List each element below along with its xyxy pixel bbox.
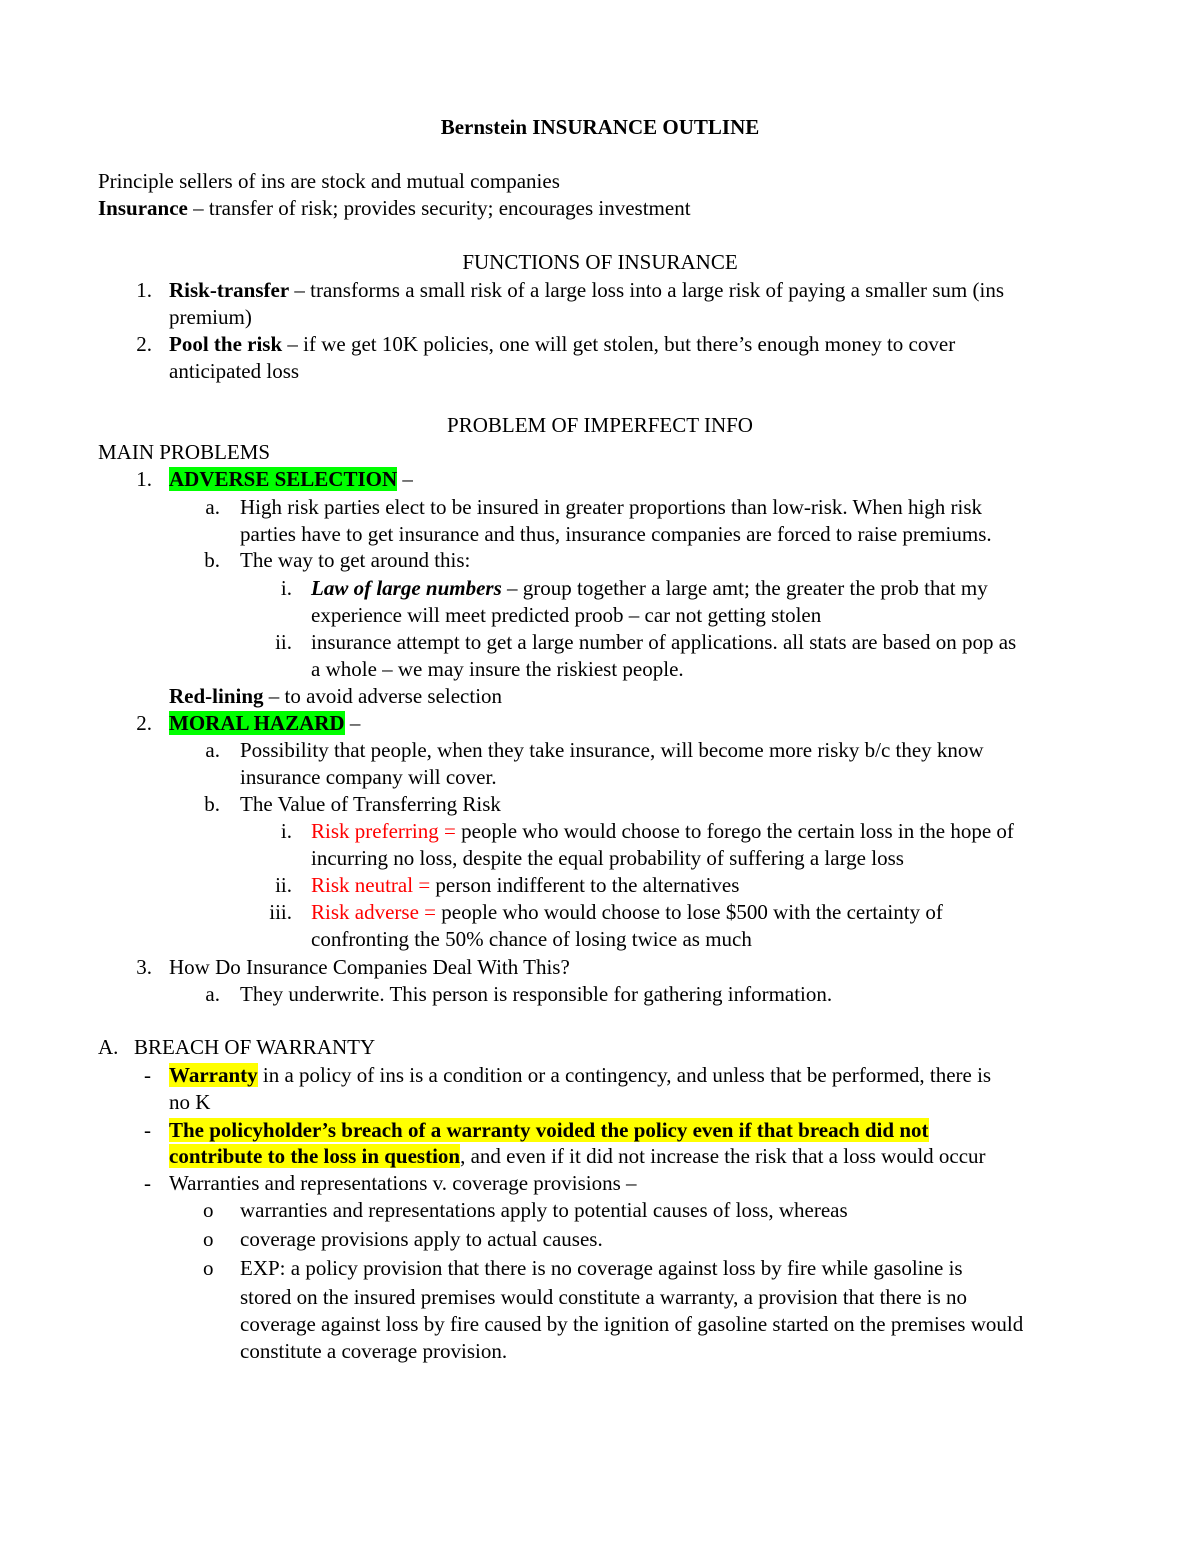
pool-risk-text: – if we get 10K policies, one will get stolen, but there’s enough money to cover (282, 332, 956, 356)
risk-transfer-text: – transforms a small risk of a large loss into a large risk of paying a smaller sum (ins (289, 278, 1004, 302)
risk-adverse-item (311, 899, 943, 926)
moral-hazard-label: MORAL HAZARD (169, 711, 345, 735)
breach-heading: BREACH OF WARRANTY (134, 1035, 376, 1059)
function-item-2-cont: anticipated loss (169, 359, 300, 383)
warranty-item (169, 1062, 991, 1089)
red-lining-text: – to avoid adverse selection (263, 684, 503, 708)
risk-neutral-text: person indifferent to the alternatives (430, 873, 740, 897)
policyholder-line2-bold: contribute to the loss in question (169, 1144, 461, 1168)
moral-hazard-item (169, 710, 360, 737)
red-lining-line (169, 683, 502, 710)
risk-neutral-term: Risk neutral = (311, 873, 431, 897)
law-large-numbers-text: – group together a large amt; the greater the prob that my (501, 576, 988, 600)
insurance-term: Insurance (98, 196, 188, 220)
functions-heading: FUNCTIONS OF INSURANCE (462, 250, 738, 274)
bullet-marker-2: o (203, 1227, 214, 1251)
moral-b-marker: b. (204, 792, 220, 816)
adverse-a-marker: a. (205, 495, 220, 519)
policyholder-line2 (169, 1143, 986, 1170)
risk-preferring-text: people who would choose to forego the certain loss in the hope of (455, 819, 1014, 843)
warranties-representations-text: Warranties and representations v. coverage provisions – (169, 1171, 637, 1195)
intro-line: Principle sellers of ins are stock and mutual companies (98, 169, 560, 193)
main-problems-label: MAIN PROBLEMS (98, 440, 271, 464)
adverse-marker: 1. (136, 467, 152, 491)
dash-marker-1: - (144, 1063, 151, 1087)
adverse-b-text: The way to get around this: (240, 548, 471, 572)
exp-line1: EXP: a policy provision that there is no coverage against loss by fire while gasoline is (240, 1256, 963, 1280)
deal-a-marker: a. (205, 982, 220, 1006)
function-item-2 (169, 331, 955, 358)
moral-a-marker: a. (205, 738, 220, 762)
deal-a-text: They underwrite. This person is responsible for gathering information. (240, 982, 833, 1006)
moral-a-line2: insurance company will cover. (240, 765, 497, 789)
warranty-cont: no K (169, 1090, 211, 1114)
policyholder-line1 (169, 1117, 929, 1144)
exp-line4: constitute a coverage provision. (240, 1339, 508, 1363)
law-large-numbers-item (311, 575, 988, 602)
risk-adverse-text: people who would choose to lose $500 with the certainty of (436, 900, 943, 924)
insurance-def-text: – transfer of risk; provides security; encourages investment (187, 196, 691, 220)
imperfect-heading: PROBLEM OF IMPERFECT INFO (447, 413, 753, 437)
moral-ii-marker: ii. (275, 873, 292, 897)
risk-preferring-item (311, 818, 1014, 845)
document-title: Bernstein INSURANCE OUTLINE (440, 115, 760, 139)
functions-marker-1: 1. (136, 278, 152, 302)
law-large-numbers-cont: experience will meet predicted proob – car not getting stolen (311, 603, 822, 627)
moral-a-line1: Possibility that people, when they take insurance, will become more risky b/c they know (240, 738, 984, 762)
moral-i-marker: i. (280, 819, 292, 843)
adverse-a-line2: parties have to get insurance and thus, insurance companies are forced to raise premiums. (240, 522, 992, 546)
risk-preferring-cont: incurring no loss, despite the equal probability of suffering a large loss (311, 846, 904, 870)
adverse-ii-text: insurance attempt to get a large number of applications. all stats are based on pop as (311, 630, 1017, 654)
adverse-i-marker: i. (280, 576, 292, 600)
adverse-b-marker: b. (204, 548, 220, 572)
exp-line3: coverage against loss by fire caused by the ignition of gasoline started on the premises would (240, 1312, 1024, 1336)
policyholder-line1-text: The policyholder’s breach of a warranty voided the policy even if that breach did not (169, 1118, 929, 1142)
dash-marker-2: - (144, 1118, 151, 1142)
moral-b-text: The Value of Transferring Risk (240, 792, 501, 816)
moral-iii-marker: iii. (269, 900, 292, 924)
pool-risk-term: Pool the risk (169, 332, 283, 356)
risk-adverse-term: Risk adverse = (311, 900, 436, 924)
exp-line2: stored on the insured premises would constitute a warranty, a provision that there is no (240, 1285, 968, 1309)
deal-text: How Do Insurance Companies Deal With This? (169, 955, 570, 979)
adverse-ii-marker: ii. (275, 630, 292, 654)
warranty-text: in a policy of ins is a condition or a contingency, and unless that be performed, there is (257, 1063, 992, 1087)
policyholder-line2-rest: , and even if it did not increase the risk that a loss would occur (460, 1144, 986, 1168)
sub-bullet-2: coverage provisions apply to actual causes. (240, 1227, 603, 1251)
functions-marker-2: 2. (136, 332, 152, 356)
sub-bullet-1: warranties and representations apply to potential causes of loss, whereas (240, 1198, 848, 1222)
dash-marker-3: - (144, 1171, 151, 1195)
red-lining-term: Red-lining (169, 684, 264, 708)
adverse-a-line1: High risk parties elect to be insured in greater proportions than low-risk. When high risk (240, 495, 983, 519)
bullet-marker-1: o (203, 1198, 214, 1222)
risk-adverse-cont: confronting the 50% chance of losing twice as much (311, 927, 752, 951)
bullet-marker-3: o (203, 1256, 214, 1280)
adverse-selection-label: ADVERSE SELECTION (169, 467, 398, 491)
deal-marker: 3. (136, 955, 152, 979)
breach-marker: A. (98, 1035, 119, 1059)
adverse-selection-item (169, 466, 413, 493)
insurance-definition (98, 195, 691, 222)
moral-dash: – (344, 711, 361, 735)
law-large-numbers-term: Law of large numbers (311, 576, 502, 600)
function-item-1 (169, 277, 1004, 304)
risk-neutral-item (311, 872, 739, 899)
moral-marker: 2. (136, 711, 152, 735)
adverse-dash: – (397, 467, 413, 491)
warranty-term: Warranty (169, 1063, 258, 1087)
adverse-ii-cont: a whole – we may insure the riskiest people. (311, 657, 684, 681)
risk-preferring-term: Risk preferring = (311, 819, 456, 843)
risk-transfer-term: Risk-transfer (169, 278, 290, 302)
function-item-1-cont: premium) (169, 305, 252, 329)
